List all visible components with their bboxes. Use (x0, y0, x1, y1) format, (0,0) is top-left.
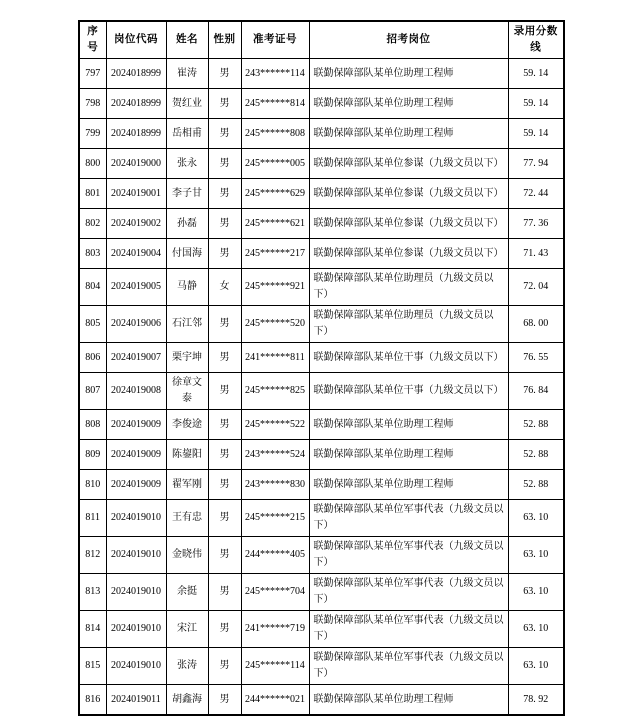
cell-name: 栗宇坤 (166, 343, 208, 373)
cell-position: 联勤保障部队某单位军事代表（九级文员以下） (309, 574, 508, 611)
table-row (79, 685, 564, 716)
cell-gender: 男 (208, 440, 241, 470)
cell-no: 810 (79, 470, 106, 500)
cell-ticket: 245******215 (241, 500, 309, 537)
table-header (79, 21, 564, 59)
table-row (79, 179, 564, 209)
cell-position: 联勤保障部队某单位助理工程师 (309, 470, 508, 500)
cell-code: 2024019009 (106, 440, 166, 470)
cell-gender: 男 (208, 410, 241, 440)
cell-name: 金晓伟 (166, 537, 208, 574)
cell-code: 2024019010 (106, 611, 166, 648)
cell-ticket: 245******522 (241, 410, 309, 440)
table-row (79, 440, 564, 470)
column-header-position: 招考岗位 (309, 21, 508, 59)
cell-ticket: 244******021 (241, 685, 309, 716)
cell-position: 联勤保障部队某单位参谋（九级文员以下） (309, 179, 508, 209)
cell-no: 814 (79, 611, 106, 648)
cell-score: 71. 43 (508, 239, 564, 269)
cell-gender: 男 (208, 373, 241, 410)
cell-ticket: 245******808 (241, 119, 309, 149)
cell-position: 联勤保障部队某单位助理工程师 (309, 89, 508, 119)
cell-gender: 男 (208, 343, 241, 373)
cell-name: 马静 (166, 269, 208, 306)
cell-score: 63. 10 (508, 500, 564, 537)
cell-name: 贺红业 (166, 89, 208, 119)
cell-name: 付国海 (166, 239, 208, 269)
cell-code: 2024019009 (106, 410, 166, 440)
cell-gender: 男 (208, 537, 241, 574)
cell-name: 王有忠 (166, 500, 208, 537)
cell-ticket: 245******629 (241, 179, 309, 209)
cell-position: 联勤保障部队某单位干事（九级文员以下） (309, 373, 508, 410)
cell-code: 2024019004 (106, 239, 166, 269)
cell-name: 陈鋆阳 (166, 440, 208, 470)
table-row (79, 59, 564, 89)
cell-position: 联勤保障部队某单位助理员（九级文员以下） (309, 306, 508, 343)
cell-name: 张涛 (166, 648, 208, 685)
cell-ticket: 241******719 (241, 611, 309, 648)
cell-ticket: 243******524 (241, 440, 309, 470)
table-row (79, 648, 564, 685)
cell-name: 翟军刚 (166, 470, 208, 500)
cell-score: 52. 88 (508, 410, 564, 440)
cell-code: 2024019005 (106, 269, 166, 306)
cell-name: 李子甘 (166, 179, 208, 209)
cell-ticket: 245******825 (241, 373, 309, 410)
cell-ticket: 245******621 (241, 209, 309, 239)
cell-score: 68. 00 (508, 306, 564, 343)
cell-no: 812 (79, 537, 106, 574)
table-row (79, 373, 564, 410)
cell-no: 799 (79, 119, 106, 149)
cell-score: 59. 14 (508, 119, 564, 149)
cell-gender: 男 (208, 470, 241, 500)
cell-code: 2024019009 (106, 470, 166, 500)
cell-no: 809 (79, 440, 106, 470)
cell-code: 2024019002 (106, 209, 166, 239)
cell-position: 联勤保障部队某单位干事（九级文员以下） (309, 343, 508, 373)
cell-gender: 男 (208, 59, 241, 89)
cell-position: 联勤保障部队某单位助理员（九级文员以下） (309, 269, 508, 306)
cell-gender: 男 (208, 611, 241, 648)
cell-score: 59. 14 (508, 59, 564, 89)
cell-no: 813 (79, 574, 106, 611)
cell-ticket: 243******830 (241, 470, 309, 500)
cell-gender: 男 (208, 648, 241, 685)
cell-code: 2024018999 (106, 89, 166, 119)
cell-gender: 男 (208, 149, 241, 179)
cell-position: 联勤保障部队某单位军事代表（九级文员以下） (309, 537, 508, 574)
cell-ticket: 245******520 (241, 306, 309, 343)
cell-name: 石江邻 (166, 306, 208, 343)
cell-name: 余挺 (166, 574, 208, 611)
table-row (79, 343, 564, 373)
cell-code: 2024019000 (106, 149, 166, 179)
cell-gender: 女 (208, 269, 241, 306)
cell-gender: 男 (208, 574, 241, 611)
cell-name: 孙磊 (166, 209, 208, 239)
cell-gender: 男 (208, 239, 241, 269)
cell-no: 811 (79, 500, 106, 537)
recruitment-score-table (78, 20, 565, 716)
column-header-no: 序号 (79, 21, 106, 59)
cell-name: 李俊途 (166, 410, 208, 440)
cell-score: 59. 14 (508, 89, 564, 119)
cell-score: 63. 10 (508, 574, 564, 611)
cell-score: 52. 88 (508, 440, 564, 470)
cell-no: 798 (79, 89, 106, 119)
cell-position: 联勤保障部队某单位参谋（九级文员以下） (309, 239, 508, 269)
cell-gender: 男 (208, 306, 241, 343)
header-row (79, 21, 564, 59)
cell-score: 52. 88 (508, 470, 564, 500)
cell-score: 77. 94 (508, 149, 564, 179)
cell-ticket: 245******814 (241, 89, 309, 119)
cell-code: 2024019010 (106, 574, 166, 611)
cell-position: 联勤保障部队某单位助理工程师 (309, 685, 508, 716)
cell-ticket: 241******811 (241, 343, 309, 373)
cell-ticket: 245******921 (241, 269, 309, 306)
cell-no: 816 (79, 685, 106, 716)
cell-no: 815 (79, 648, 106, 685)
cell-code: 2024018999 (106, 119, 166, 149)
cell-name: 岳相甫 (166, 119, 208, 149)
cell-position: 联勤保障部队某单位军事代表（九级文员以下） (309, 648, 508, 685)
cell-code: 2024019011 (106, 685, 166, 716)
cell-position: 联勤保障部队某单位军事代表（九级文员以下） (309, 500, 508, 537)
cell-no: 805 (79, 306, 106, 343)
table-row (79, 149, 564, 179)
cell-name: 徐章文泰 (166, 373, 208, 410)
cell-code: 2024018999 (106, 59, 166, 89)
column-header-ticket: 准考证号 (241, 21, 309, 59)
cell-gender: 男 (208, 685, 241, 716)
cell-code: 2024019001 (106, 179, 166, 209)
cell-gender: 男 (208, 119, 241, 149)
cell-position: 联勤保障部队某单位参谋（九级文员以下） (309, 209, 508, 239)
cell-name: 宋江 (166, 611, 208, 648)
table-body (79, 59, 564, 716)
table-row (79, 269, 564, 306)
cell-name: 胡鑫海 (166, 685, 208, 716)
cell-code: 2024019010 (106, 537, 166, 574)
cell-code: 2024019010 (106, 648, 166, 685)
cell-ticket: 245******114 (241, 648, 309, 685)
table-row (79, 537, 564, 574)
cell-gender: 男 (208, 89, 241, 119)
cell-no: 803 (79, 239, 106, 269)
cell-score: 78. 92 (508, 685, 564, 716)
cell-position: 联勤保障部队某单位助理工程师 (309, 440, 508, 470)
cell-score: 63. 10 (508, 648, 564, 685)
cell-code: 2024019008 (106, 373, 166, 410)
cell-no: 800 (79, 149, 106, 179)
cell-gender: 男 (208, 500, 241, 537)
table-row (79, 470, 564, 500)
cell-score: 63. 10 (508, 537, 564, 574)
cell-no: 802 (79, 209, 106, 239)
cell-no: 807 (79, 373, 106, 410)
cell-ticket: 245******217 (241, 239, 309, 269)
column-header-gender: 性别 (208, 21, 241, 59)
cell-score: 76. 55 (508, 343, 564, 373)
cell-no: 797 (79, 59, 106, 89)
cell-score: 76. 84 (508, 373, 564, 410)
table-row (79, 410, 564, 440)
cell-score: 77. 36 (508, 209, 564, 239)
cell-name: 张永 (166, 149, 208, 179)
cell-code: 2024019007 (106, 343, 166, 373)
table-row (79, 119, 564, 149)
column-header-score: 录用分数线 (508, 21, 564, 59)
cell-ticket: 245******704 (241, 574, 309, 611)
cell-ticket: 244******405 (241, 537, 309, 574)
table-row (79, 209, 564, 239)
cell-no: 804 (79, 269, 106, 306)
table-row (79, 611, 564, 648)
cell-position: 联勤保障部队某单位助理工程师 (309, 119, 508, 149)
cell-ticket: 245******005 (241, 149, 309, 179)
cell-score: 72. 44 (508, 179, 564, 209)
column-header-name: 姓名 (166, 21, 208, 59)
cell-position: 联勤保障部队某单位助理工程师 (309, 410, 508, 440)
column-header-code: 岗位代码 (106, 21, 166, 59)
cell-position: 联勤保障部队某单位参谋（九级文员以下） (309, 149, 508, 179)
table-row (79, 306, 564, 343)
cell-code: 2024019010 (106, 500, 166, 537)
cell-gender: 男 (208, 209, 241, 239)
cell-score: 63. 10 (508, 611, 564, 648)
table-row (79, 89, 564, 119)
table-row (79, 574, 564, 611)
cell-code: 2024019006 (106, 306, 166, 343)
table-row (79, 500, 564, 537)
cell-ticket: 243******114 (241, 59, 309, 89)
cell-no: 808 (79, 410, 106, 440)
cell-gender: 男 (208, 179, 241, 209)
cell-position: 联勤保障部队某单位助理工程师 (309, 59, 508, 89)
cell-no: 801 (79, 179, 106, 209)
cell-position: 联勤保障部队某单位军事代表（九级文员以下） (309, 611, 508, 648)
cell-name: 崔涛 (166, 59, 208, 89)
cell-no: 806 (79, 343, 106, 373)
cell-score: 72. 04 (508, 269, 564, 306)
table-row (79, 239, 564, 269)
